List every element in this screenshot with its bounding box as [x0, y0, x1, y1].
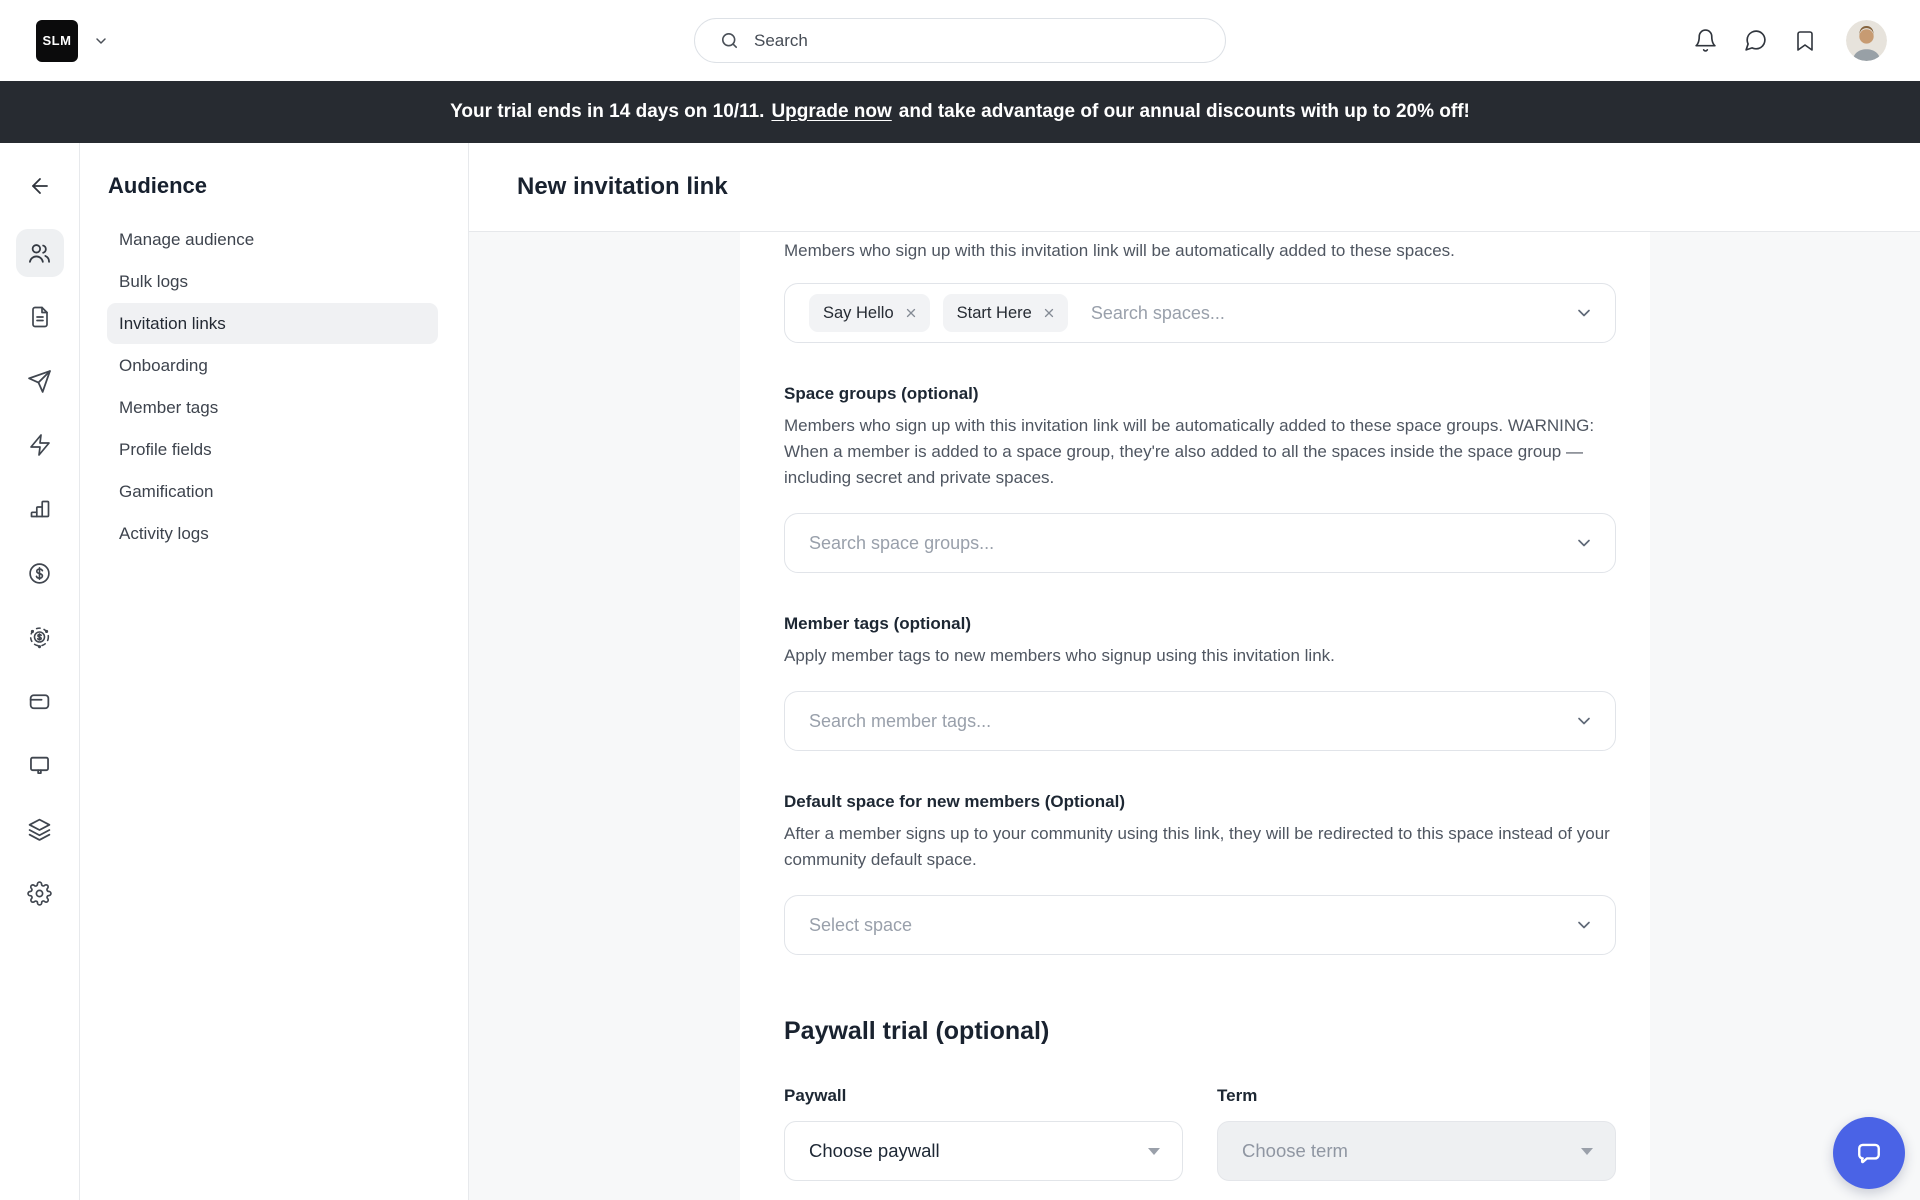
- billing-credit-card-icon[interactable]: [16, 677, 64, 725]
- chip-start-here: [943, 294, 1068, 332]
- member-tags-heading: Member tags (optional): [784, 614, 972, 633]
- remove-chip-icon[interactable]: [904, 306, 918, 320]
- site-monitor-icon[interactable]: [16, 741, 64, 789]
- back-arrow-icon[interactable]: [19, 165, 61, 207]
- audience-users-icon[interactable]: [16, 229, 64, 277]
- spaces-description: Members who sign up with this invitation link will be automatically added to these spaces.: [784, 241, 1455, 260]
- sidebar-item-invitation-links[interactable]: Invitation links: [107, 303, 438, 344]
- broadcasts-send-icon[interactable]: [16, 357, 64, 405]
- default-space-heading: Default space for new members (Optional): [784, 792, 1126, 811]
- sidebar-item-manage-audience[interactable]: Manage audience: [119, 229, 255, 249]
- default-space-select-placeholder: Select space: [809, 914, 913, 935]
- topbar: [0, 0, 1920, 81]
- term-column: [1217, 1083, 1616, 1181]
- space-groups-select-placeholder: Search space groups...: [809, 532, 995, 553]
- community-switcher-chevron-icon[interactable]: [93, 33, 109, 49]
- chevron-down-icon: [1574, 915, 1594, 935]
- member-tags-description: Apply member tags to new members who signup using this invitation link.: [784, 646, 1335, 665]
- term-select-value: Choose term: [1242, 1140, 1348, 1161]
- chat-bubble-icon: [1854, 1138, 1884, 1168]
- term-label: Term: [1217, 1086, 1258, 1105]
- sidebar-item-bulk-logs[interactable]: Bulk logs: [119, 271, 188, 291]
- member-tags-select[interactable]: [784, 691, 1616, 751]
- trial-banner: [0, 81, 1920, 143]
- chip-say-hello: [809, 294, 930, 332]
- paywall-select[interactable]: [784, 1121, 1183, 1181]
- bell-icon[interactable]: [1693, 28, 1718, 53]
- paywall-label: Paywall: [784, 1086, 847, 1105]
- term-select[interactable]: [1217, 1121, 1616, 1181]
- spaces-select[interactable]: [784, 283, 1616, 343]
- topbar-actions: [1693, 20, 1887, 61]
- search-input[interactable]: [752, 30, 1205, 52]
- chevron-down-icon: [1574, 533, 1594, 553]
- settings-gear-icon[interactable]: [16, 869, 64, 917]
- sidebar-item-member-tags[interactable]: Member tags: [119, 397, 219, 417]
- sidebar-item-onboarding[interactable]: Onboarding: [119, 355, 208, 375]
- main-panel: [469, 143, 1920, 1200]
- invitation-link-form: [740, 232, 1650, 1200]
- spaces-select-placeholder: Search spaces...: [1090, 302, 1225, 323]
- audience-sidebar: [80, 143, 469, 1200]
- content-file-icon[interactable]: [16, 293, 64, 341]
- analytics-bar-chart-icon[interactable]: [16, 485, 64, 533]
- caret-down-icon: [1581, 1148, 1593, 1155]
- admin-icon-rail: [0, 143, 80, 1200]
- paywall-column: [784, 1083, 1183, 1181]
- paywall-trial-heading: Paywall trial (optional): [784, 1017, 1050, 1045]
- default-space-description: After a member signs up to your community using this link, they will be redirected to this space instead of your community default space.: [784, 824, 1610, 869]
- member-tags-select-placeholder: Search member tags...: [809, 710, 992, 731]
- community-logo[interactable]: [36, 20, 78, 62]
- affiliates-network-icon[interactable]: [16, 613, 64, 661]
- space-groups-select[interactable]: [784, 513, 1616, 573]
- bookmark-icon[interactable]: [1793, 29, 1817, 53]
- trial-banner-text-before: Your trial ends in 14 days on 10/11.: [450, 101, 765, 122]
- chat-bubble-icon[interactable]: [1743, 28, 1768, 53]
- trial-banner-text-after: and take advantage of our annual discounts with up to 20% off!: [898, 101, 1470, 122]
- space-groups-description: Members who sign up with this invitation link will be automatically added to these space groups. WARNING: When a member is added to a space group, they're also added to all the spaces inside the space group — including secret and private spaces.: [784, 416, 1595, 487]
- workflows-lightning-icon[interactable]: [16, 421, 64, 469]
- search-icon: [720, 31, 739, 50]
- workspace: [0, 143, 1920, 1200]
- spaces-layers-icon[interactable]: [16, 805, 64, 853]
- page-title: New invitation link: [517, 173, 728, 200]
- sidebar-title: Audience: [108, 173, 208, 198]
- upgrade-now-link[interactable]: Upgrade now: [771, 101, 892, 122]
- sidebar-item-profile-fields[interactable]: Profile fields: [119, 439, 212, 459]
- sidebar-item-activity-logs[interactable]: Activity logs: [119, 523, 209, 543]
- avatar[interactable]: [1846, 20, 1887, 61]
- community-logo-text: SLM: [42, 33, 72, 48]
- default-space-select[interactable]: [784, 895, 1616, 955]
- main-body: [469, 232, 1920, 1200]
- space-groups-heading: Space groups (optional): [784, 384, 979, 403]
- caret-down-icon: [1148, 1148, 1160, 1155]
- chevron-down-icon: [1574, 303, 1594, 323]
- paywalls-dollar-icon[interactable]: [16, 549, 64, 597]
- support-chat-fab[interactable]: [1833, 1117, 1905, 1189]
- chip-label: Say Hello: [823, 303, 894, 322]
- paywall-trial-grid: [784, 1083, 1616, 1181]
- remove-chip-icon[interactable]: [1042, 306, 1056, 320]
- paywall-select-value: Choose paywall: [809, 1140, 940, 1161]
- chevron-down-icon: [1574, 711, 1594, 731]
- main-header: [469, 143, 1920, 232]
- chip-label: Start Here: [956, 303, 1032, 322]
- global-search[interactable]: [694, 18, 1226, 63]
- sidebar-item-gamification[interactable]: Gamification: [119, 481, 214, 501]
